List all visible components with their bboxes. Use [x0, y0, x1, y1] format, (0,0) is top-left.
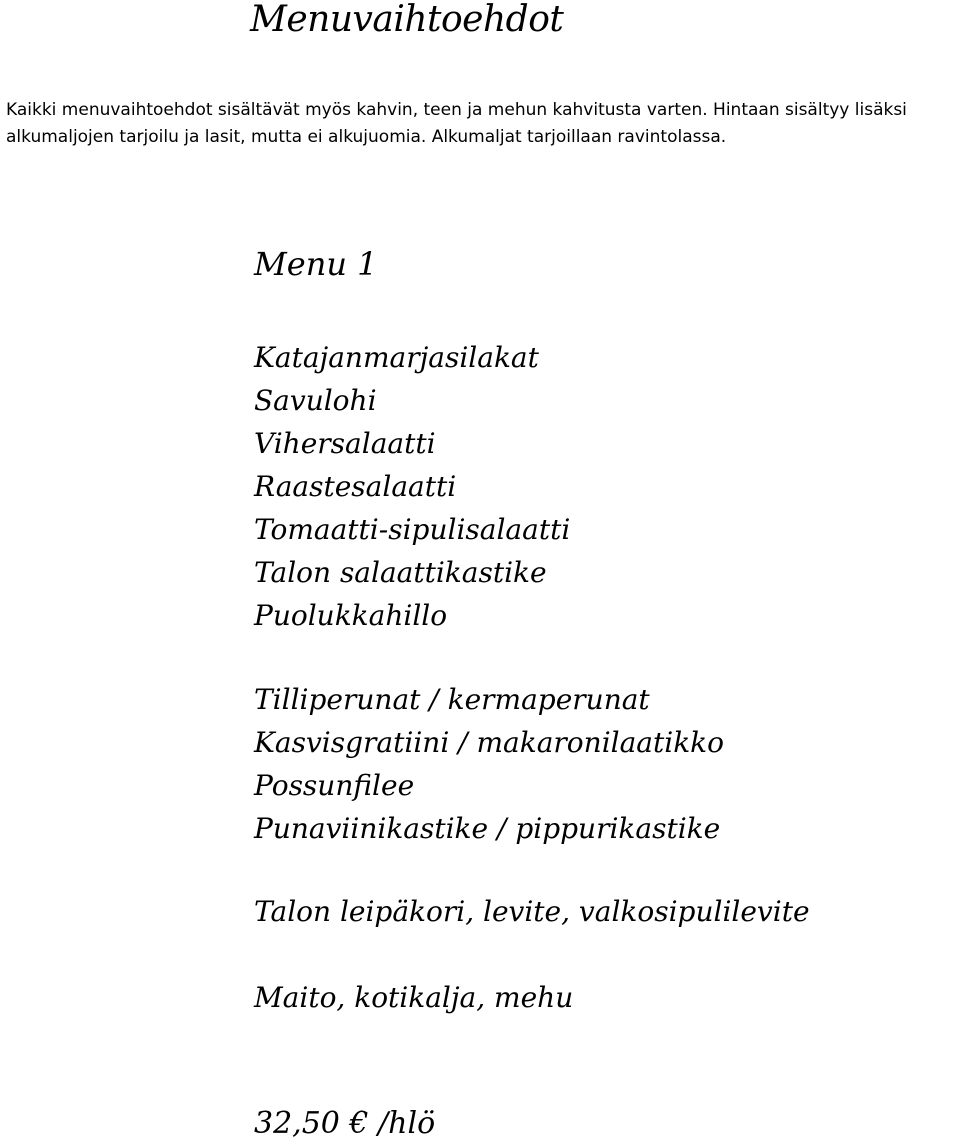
menu-item: Tilliperunat / kermaperunat [254, 683, 650, 716]
menu-item: Possunfilee [254, 769, 415, 802]
menu-item: Punaviinikastike / pippurikastike [254, 812, 721, 845]
menu-item: Katajanmarjasilakat [254, 341, 539, 374]
price-per-person: 32,50 € /hlö [254, 1106, 436, 1141]
page-title: Menuvaihtoehdot [250, 0, 564, 40]
menu-item: Talon leipäkori, levite, valkosipulilevite [254, 895, 810, 928]
drinks-list [254, 976, 954, 1019]
menu-section [254, 244, 954, 1019]
intro-line: Kaikki menuvaihtoehdot sisältävät myös kahvin, teen ja mehun kahvitusta varten. Hintaan sisältyy lisäksi [6, 100, 907, 120]
intro-paragraph [6, 97, 956, 151]
menu-item: Savulohi [254, 384, 377, 417]
menu-item: Kasvisgratiini / makaronilaatikko [254, 726, 724, 759]
menu-item: Vihersalaatti [254, 427, 436, 460]
bread-list [254, 890, 954, 933]
menu-item: Maito, kotikalja, mehu [254, 981, 574, 1014]
starters-list [254, 336, 954, 637]
menu-item: Tomaatti-sipulisalaatti [254, 513, 571, 546]
menu-item: Puolukkahillo [254, 599, 448, 632]
menu-item: Raastesalaatti [254, 470, 457, 503]
intro-line: alkumaljojen tarjoilu ja lasit, mutta ei alkujuomia. Alkumaljat tarjoillaan ravintolassa. [6, 127, 727, 147]
menu-title: Menu 1 [254, 245, 378, 283]
mains-list [254, 678, 954, 850]
menu-item: Talon salaattikastike [254, 556, 547, 589]
